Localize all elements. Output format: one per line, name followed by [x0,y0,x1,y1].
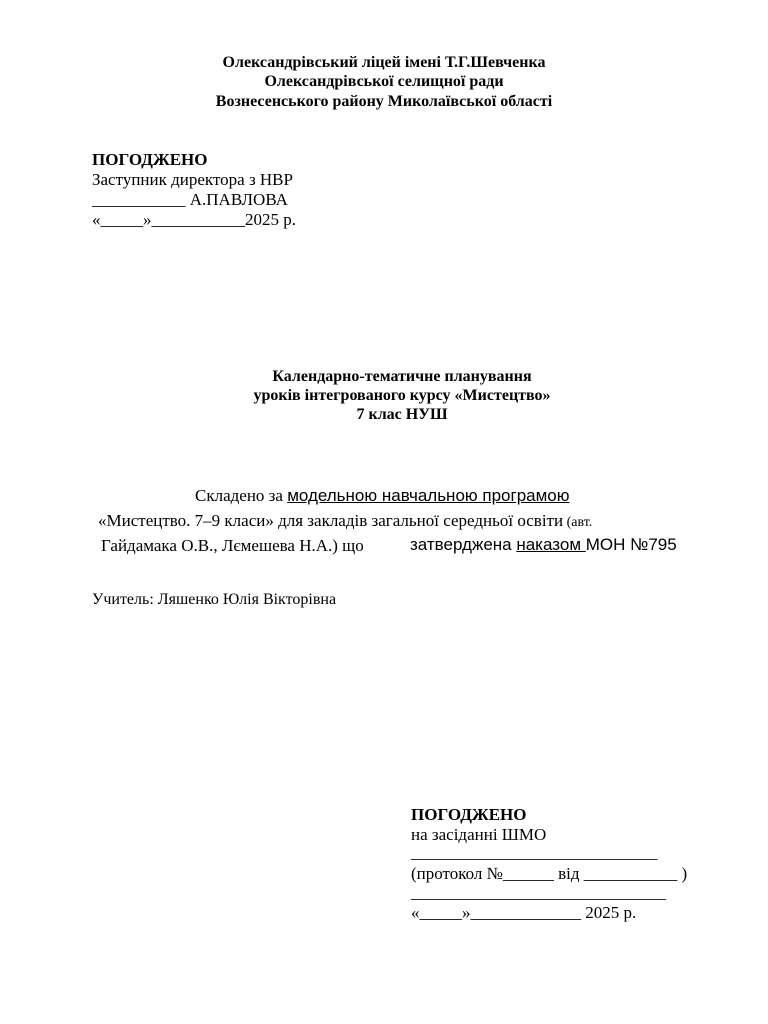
plan-title-line1: Календарно-тематичне планування [272,368,532,385]
program-approval [410,534,677,556]
approval-signature: ___________ А.ПАВЛОВА [92,190,288,209]
program-title: «Мистецтво. 7–9 класи» для закладів загальної середньої освіти [98,511,564,530]
approval-line-2: ______________________________ [411,883,666,902]
program-line1 [195,485,570,507]
program-authors-prefix: (авт. [563,515,593,530]
program-line3 [101,535,364,557]
teacher-name: Учитель: Ляшенко Юлія Вікторівна [92,591,337,608]
approved-text: затверджена [410,535,517,554]
approval-protocol: (протокол №______ від ___________ ) [411,864,688,883]
approval-title-bottom: ПОГОДЖЕНО [411,805,527,824]
approval-position: Заступник директора з НВР [92,170,293,189]
council-name: Олександрівської селищної ради [264,73,504,90]
plan-title-line3: 7 клас НУШ [356,406,448,423]
approval-meeting: на засіданні ШМО [411,825,547,844]
school-name: Олександрівський ліцей імені Т.Г.Шевченка [222,54,546,71]
approval-date-bottom: «_____»_____________ 2025 р. [411,903,637,922]
approval-line-1: _____________________________ [411,843,658,862]
plan-title-line2: уроків інтегрованого курсу «Мистецтво» [253,387,551,404]
approval-title-top: ПОГОДЖЕНО [92,150,208,169]
order-link: наказом [516,535,586,554]
program-line2 [98,510,592,534]
approval-date: «_____»___________2025 р. [92,210,296,229]
order-number: МОН №795 [585,535,677,554]
program-link: модельною навчальною програмою [287,486,570,505]
program-authors: Гайдамака О.В., Лємешева Н.А.) що [101,536,364,555]
district-name: Вознесенського району Миколаївської області [215,93,553,110]
program-text: Складено за [195,486,288,505]
